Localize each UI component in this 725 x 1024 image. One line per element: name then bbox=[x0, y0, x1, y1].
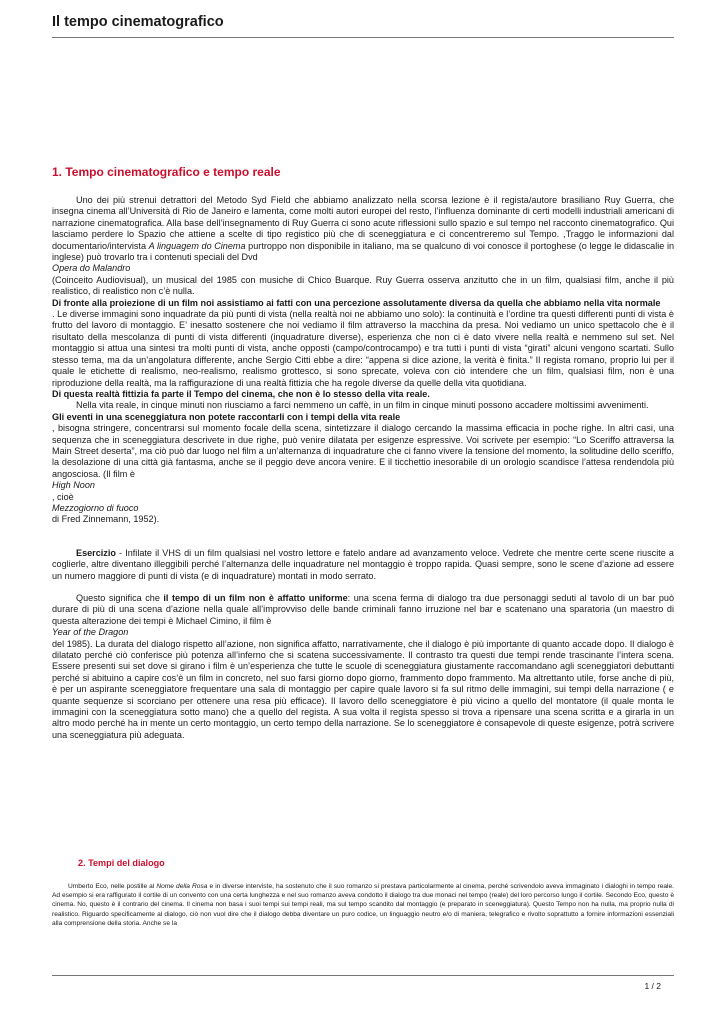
bold-statement: Gli eventi in una sceneggiatura non potete raccontarli con i tempi della vita reale bbox=[52, 411, 401, 422]
paragraph-text: Questo significa che bbox=[76, 593, 164, 603]
paragraph bbox=[52, 593, 674, 627]
book-title: Nome della Rosa bbox=[156, 883, 208, 890]
paragraph-fragment: , cioè bbox=[52, 491, 74, 502]
paragraph: del 1985). La durata del dialogo rispetto all’azione, non significa affatto, narrativamente, che il dialogo è più importante di quanto accade dopo. Il dialogo è dilatato perché ciò conferisce più potenza all’inferno che si scatena successivamente. Il contrasto tra questi due tempi rende trascinante l’intera scena. Essere presenti sui set dove si girano i film è un’esperienza che tutte le scuole di sceneggiatura giustamente raccomandano agli sceneggiatori debuttanti perché si abituino a capire cos’è un film in concreto, nel suo farsi giorno dopo giorno, frammento dopo frammento. Ma altrettanto utile, forse anche di più, è per un aspirante sceneggiatore frequentare una sala di montaggio per capire quale lavoro si fa sul ritmo delle immagini, sui tempi della narrazione ( e quante sequenze si scorciano per ottenere una resa più efficace). Il lavoro dello sceneggiatore è più vicino a quello del montatore (il quale monta le immagini con la sceneggiatura sotto mano) che a quello del regista. A sua volta il regista spesso si trova a ripensare una scena scritta e a girarla in un altro modo perché ha in mente un certo montaggio, un certo tempo della narrazione. Se lo sceneggiatore è consapevole di queste esigenze, potrà scrivere una sceneggiatura più adeguata. bbox=[52, 638, 674, 740]
spacer bbox=[52, 582, 674, 593]
bold-statement: Di fronte alla proiezione di un film noi assistiamo ai fatti con una percezione assolutamente diversa da quella che abbiamo nella vita normale bbox=[52, 297, 661, 308]
documentary-title: A linguagem do Cinema bbox=[148, 240, 246, 251]
paragraph-text: Uno dei più strenui detrattori del Metodo Syd Field che abbiamo analizzato nella scorsa lezione è il regista/autore brasiliano Ruy Guerra, che insegna cinema all’Università di Rio de Janeiro e lamenta, come molti autori europei del resto, l’influenza dominante di certi modelli industriali americani di narrazione cinematografica. Alla base dell’insegnamento di Ruy Guerra ci sono acute riflessioni sullo spazio e sul tempo nel racconto cinematografico. Qui lasciamo perdere lo Spazio che attiene a scelte di tipo registico più che di sceneggiatura e ci concentreremo sul Tempo. ,Traggo le informazioni dal documentario/intervista bbox=[52, 195, 674, 251]
spacer bbox=[52, 537, 674, 548]
film-title: Mezzogiorno di fuoco bbox=[52, 502, 139, 513]
paragraph: di Fred Zinnemann, 1952). bbox=[52, 514, 160, 525]
paragraph: (Coinceito Audiovisual), un musical del 1985 con musiche di Chico Buarque. Ruy Guerra osserva anzitutto che in un film, qualsiasi film, anche il più realistico, di realistico non c’è nulla. bbox=[52, 274, 674, 297]
section-title: 1. Tempo cinematografico e tempo reale bbox=[52, 165, 281, 179]
footer-divider bbox=[52, 975, 674, 976]
bold-phrase: il tempo di un film non è affatto uniforme bbox=[163, 593, 348, 603]
paragraph: . Le diverse immagini sono inquadrate da più punti di vista (nella realtà noi ne abbiamo uno solo): la continuità e l’ordine tra questi differenti punti di vista è frutto del lavoro di montaggio. E’ inesatto sostenere che noi vediamo il film attraverso la macchina da presa. Noi vediamo un unico spettacolo che è il risultato della mescolanza di punti di vista differenti (inquadrature diverse), esperienza che non ci è dato vivere nella realtà e nemmeno sul set. Nel montaggio si attua una sintesi tra molti punti di vista, anche opposti (campo/controcampo) e tra tutti i punti di vista “girati” alcuni vengono scartati. Sullo stesso tema, ma da un’angolatura differente, anche Sergio Citti ebbe a dire: “appena si dice azione, la verità è finita.” Il regista romano, proprio lui per il quale le etichette di realismo, neo-realismo, realismo grottesco, si sono sprecate, voleva con ciò intendere che un film, qualsiasi film, non è una riproduzione della realtà, ma la raffigurazione di una realtà fittizia che ha regole diverse da quelle della vita quotidiana. bbox=[52, 309, 674, 388]
subsection-title: 2. Tempi del dialogo bbox=[78, 858, 165, 868]
exercise-paragraph bbox=[52, 548, 674, 582]
paragraph-text: purtroppo non disponibile in italiano, ma se qualcuno di voi conosce il portoghese (o legge le didascalie in inglese) può trovarlo tra i contenuti speciali del Dvd bbox=[52, 240, 675, 263]
paragraph: Nella vita reale, in cinque minuti non riusciamo a farci nemmeno un caffè, in un film in cinque minuti possono accadere moltissimi avvenimenti. bbox=[76, 400, 649, 411]
paragraph-text: e in diverse interviste, ha sostenuto che il suo romanzo si prestava particolarmente al cinema, perché scrivendolo aveva immaginato i dialoghi in tempo reale. Ad esempio si era raffigurato il cortile di un convento con una certa lunghezza e nel suo romanzo aveva condotto il dialogo tra due monaci nel tempo (reale) del loro percorso lungo il cortile. Secondo Eco, questo è cinema. No, questo è il contrario del cinema. Il cinema non basa i suoi tempi sui tempi reali, ma sul tempo scandito dal montaggio (e preparato in sceneggiatura). Questo Tempo non ha nulla, ma proprio nulla di realistico. Riguardo specificamente al dialogo, ciò non vuol dire che il dialogo debba diventare un puro codice, un linguaggio neutro e/o di maniera, telegrafico e rivolto soprattutto a fornire informazioni essenziali alla comprensione della storia. Anche se la bbox=[52, 883, 674, 927]
exercise-label: Esercizio bbox=[76, 547, 116, 558]
paragraph-text: : una scena ferma di dialogo tra due personaggi seduti al tavolo di un bar può durare di più di una scena d’azione nella quale all’improvviso delle bande criminali fanno irruzione nel bar e scatenano una sparatoria (un maestro di questa alterazione dei tempi è Michael Cimino, il film è bbox=[52, 593, 674, 626]
exercise-text: - Infilate il VHS di un film qualsiasi nel vostro lettore e fatelo andare ad avanzamento veloce. Vedrete che mentre certe scene riuscite a coglierle, altre diventano illeggibili perché l’alternanza delle inquadrature nel montaggio è troppo rapida. Quasi sempre, sono le scene d’azione ad essere un numero maggiore di punti di vista (e di inquadrature) montati in modo serrato. bbox=[52, 547, 674, 581]
subsection-body bbox=[52, 882, 674, 928]
film-title: Opera do Malandro bbox=[52, 263, 131, 274]
paragraph bbox=[52, 882, 674, 928]
paragraph bbox=[52, 195, 674, 263]
bold-statement: Di questa realtà fittizia fa parte il Tempo del cinema, che non è lo stesso della vita reale. bbox=[52, 388, 430, 399]
film-title: High Noon bbox=[52, 480, 95, 491]
page-number: 1 / 2 bbox=[644, 981, 661, 991]
film-title: Year of the Dragon bbox=[52, 627, 129, 638]
paragraph-text: Umberto Eco, nelle postille al bbox=[68, 883, 157, 890]
paragraph: , bisogna stringere, concentrarsi sul momento focale della scena, sintetizzare il dialogo cercando la massima efficacia in poche righe. In altri casi, una sequenza che in sceneggiatura descrivete in due righe, può venire dilatata per esigenze espressive. Voi scrivete per esempio: “Lo Sceriffo attraversa la Main Street deserta”, ma ciò può dar luogo nel film a un’alternanza di inquadrature che ci fanno vivere la tensione del momento, la solitudine dello sceriffo, la desolazione di una città già fantasma, anche se il peggio deve ancora venire. E il ticchettio inesorabile di un orologio scandisce l’attesa rendendola più angosciosa. (Il film è bbox=[52, 423, 674, 479]
page-header-title: Il tempo cinematografico bbox=[52, 14, 224, 30]
article-body bbox=[52, 195, 674, 741]
header-divider bbox=[52, 37, 674, 38]
spacer bbox=[52, 526, 674, 537]
